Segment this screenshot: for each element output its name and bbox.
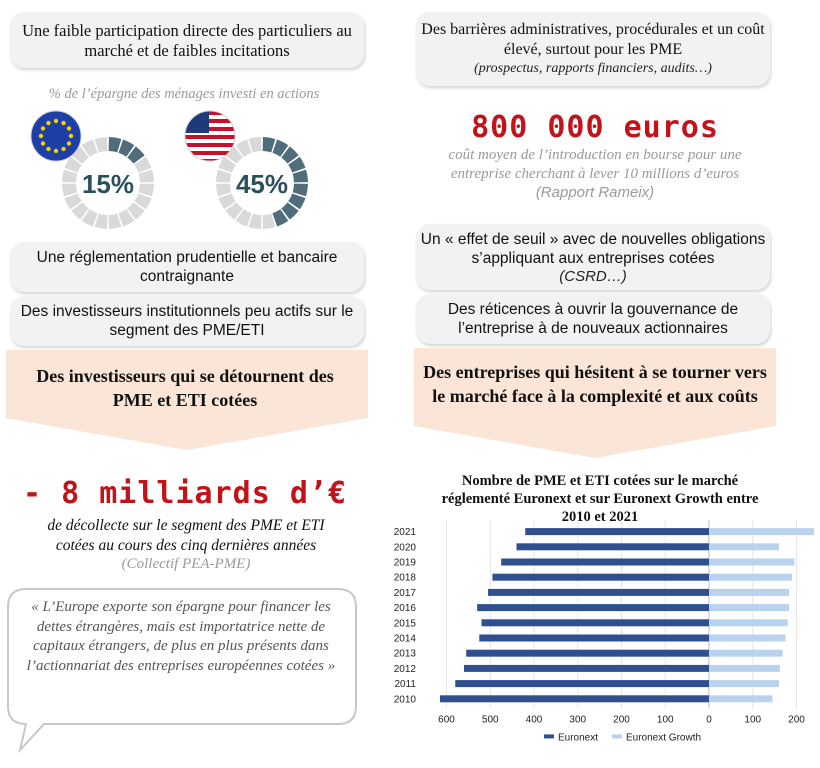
x-tick-label: 500 <box>481 714 499 726</box>
arrow-left-text: Des investisseurs qui se détournent des PME et ETI cotées <box>36 366 334 410</box>
donut-segment <box>95 214 108 229</box>
cost-source: (Rapport Rameix) <box>535 184 655 201</box>
donut-segment <box>216 170 231 183</box>
donut-segment <box>139 170 154 183</box>
bar-euronext-growth <box>709 650 783 657</box>
barriers-sub: (prospectus, rapports financiers, audits…) <box>474 61 712 76</box>
donut-segment <box>95 137 108 152</box>
y-tick-label: 2014 <box>393 633 416 645</box>
barriers-text: Des barrières administratives, procédurales et un coût élevé, surtout pour les PME <box>421 21 765 58</box>
legend-label: Euronext <box>558 732 599 744</box>
y-tick-label: 2010 <box>393 694 416 706</box>
threshold-sub: (CSRD…) <box>559 268 627 285</box>
bar-chart <box>388 518 820 758</box>
y-tick-label: 2020 <box>393 542 416 554</box>
cost-text: coût moyen de l’introduction en bourse pour une entreprise cherchant à lever 10 millions d’euros <box>448 147 742 182</box>
regulation-text: Une réglementation prudentielle et bancaire contraignante <box>36 249 338 285</box>
participation-box <box>10 12 364 68</box>
bar-euronext <box>501 559 709 566</box>
bar-euronext <box>466 650 709 657</box>
donut-label: 45% <box>235 169 289 199</box>
bar-euronext-growth <box>709 543 779 550</box>
y-tick-label: 2011 <box>394 679 416 691</box>
decollecte-number: - 8 milliards d’€ <box>22 476 348 511</box>
savings-label: % de l’épargne des ménages investi en actions <box>48 86 320 102</box>
eu-flag-icon <box>31 111 81 161</box>
bar-euronext <box>455 680 709 687</box>
governance-text: Des réticences à ouvrir la gouvernance de l’entreprise à de nouveaux actionnaires <box>447 301 739 337</box>
donut-segment <box>216 184 231 197</box>
bar-euronext <box>488 589 709 596</box>
bar-euronext <box>464 665 709 672</box>
chart-title: Nombre de PME et ETI cotées sur le marché réglementé Euronext et sur Euronext Growth entre 2010 et 2021 <box>441 473 759 525</box>
donut-us <box>180 108 320 238</box>
x-tick-label: 200 <box>788 714 805 726</box>
bar-euronext-growth <box>709 604 789 611</box>
donut-segment <box>109 214 122 229</box>
donut-label: 15% <box>81 169 135 199</box>
institutional-box <box>10 296 364 346</box>
bar-euronext <box>440 695 709 702</box>
barriers-box <box>416 12 770 86</box>
bar-euronext-growth <box>709 619 788 626</box>
bar-euronext-growth <box>709 574 792 581</box>
donut-segment <box>62 184 77 197</box>
bar-euronext-growth <box>709 680 779 687</box>
x-tick-label: 100 <box>744 714 762 726</box>
donut-segment-filled <box>293 170 308 183</box>
y-tick-label: 2018 <box>393 572 416 584</box>
bar-euronext <box>477 604 709 611</box>
threshold-text: Un « effet de seuil » avec de nouvelles obligations s’appliquant aux entreprises cotées <box>420 231 766 267</box>
y-tick-label: 2015 <box>393 618 416 630</box>
bar-euronext-growth <box>709 589 789 596</box>
donut-segment <box>249 137 262 152</box>
donut-segment <box>62 170 77 183</box>
arrow-right-text: Des entreprises qui hésitent à se tourner vers le marché face à la complexité et aux coûts <box>423 362 767 406</box>
donut-eu <box>28 108 168 238</box>
donut-segment <box>263 214 276 229</box>
y-tick-label: 2012 <box>393 663 416 675</box>
quote-text: « L’Europe exporte son épargne pour financer les dettes étrangères, mais est importatrice nette de capitaux étrangers, de plus en plus présents dans l’actionnariat des entreprises européennes cotées » <box>26 599 336 674</box>
x-tick-label: 100 <box>656 714 674 726</box>
governance-box <box>416 294 770 344</box>
bar-euronext <box>525 528 709 535</box>
bar-euronext-growth <box>709 559 794 566</box>
y-tick-label: 2021 <box>393 527 416 539</box>
donut-segment <box>139 184 154 197</box>
bar-euronext <box>482 619 710 626</box>
legend-swatch-euronext <box>544 734 554 738</box>
bar-euronext-growth <box>709 695 772 702</box>
x-tick-label: 400 <box>525 714 543 726</box>
cost-number: 800 000 euros <box>471 110 719 145</box>
regulation-box <box>10 242 364 292</box>
legend-label: Euronext Growth <box>626 732 702 744</box>
bar-euronext-growth <box>709 635 786 642</box>
decollecte-source: (Collectif PEA-PME) <box>121 556 251 572</box>
y-tick-label: 2019 <box>393 557 416 569</box>
x-tick-label: 200 <box>613 714 630 726</box>
x-tick-label: 600 <box>438 714 455 726</box>
x-tick-label: 300 <box>569 714 587 726</box>
participation-text: Une faible participation directe des particuliers au marché et de faibles incitations <box>22 21 352 60</box>
bar-euronext <box>517 543 710 550</box>
legend-swatch-growth <box>612 734 622 738</box>
bar-euronext-growth <box>709 528 814 535</box>
donut-segment-filled <box>109 137 122 152</box>
x-tick-label: 0 <box>706 714 712 726</box>
donut-segment <box>249 214 262 229</box>
bar-euronext <box>479 635 709 642</box>
y-tick-label: 2016 <box>393 603 416 615</box>
bar-euronext-growth <box>709 665 780 672</box>
threshold-box <box>416 224 770 290</box>
institutional-text: Des investisseurs institutionnels peu actifs sur le segment des PME/ETI <box>20 303 354 339</box>
bar-euronext <box>492 574 709 581</box>
donut-segment-filled <box>293 184 308 197</box>
y-tick-label: 2013 <box>393 648 416 660</box>
decollecte-text: de décollecte sur le segment des PME et ETI cotées au cours des cinq dernières années <box>47 517 325 554</box>
donut-segment-filled <box>263 137 276 152</box>
y-tick-label: 2017 <box>393 587 416 599</box>
